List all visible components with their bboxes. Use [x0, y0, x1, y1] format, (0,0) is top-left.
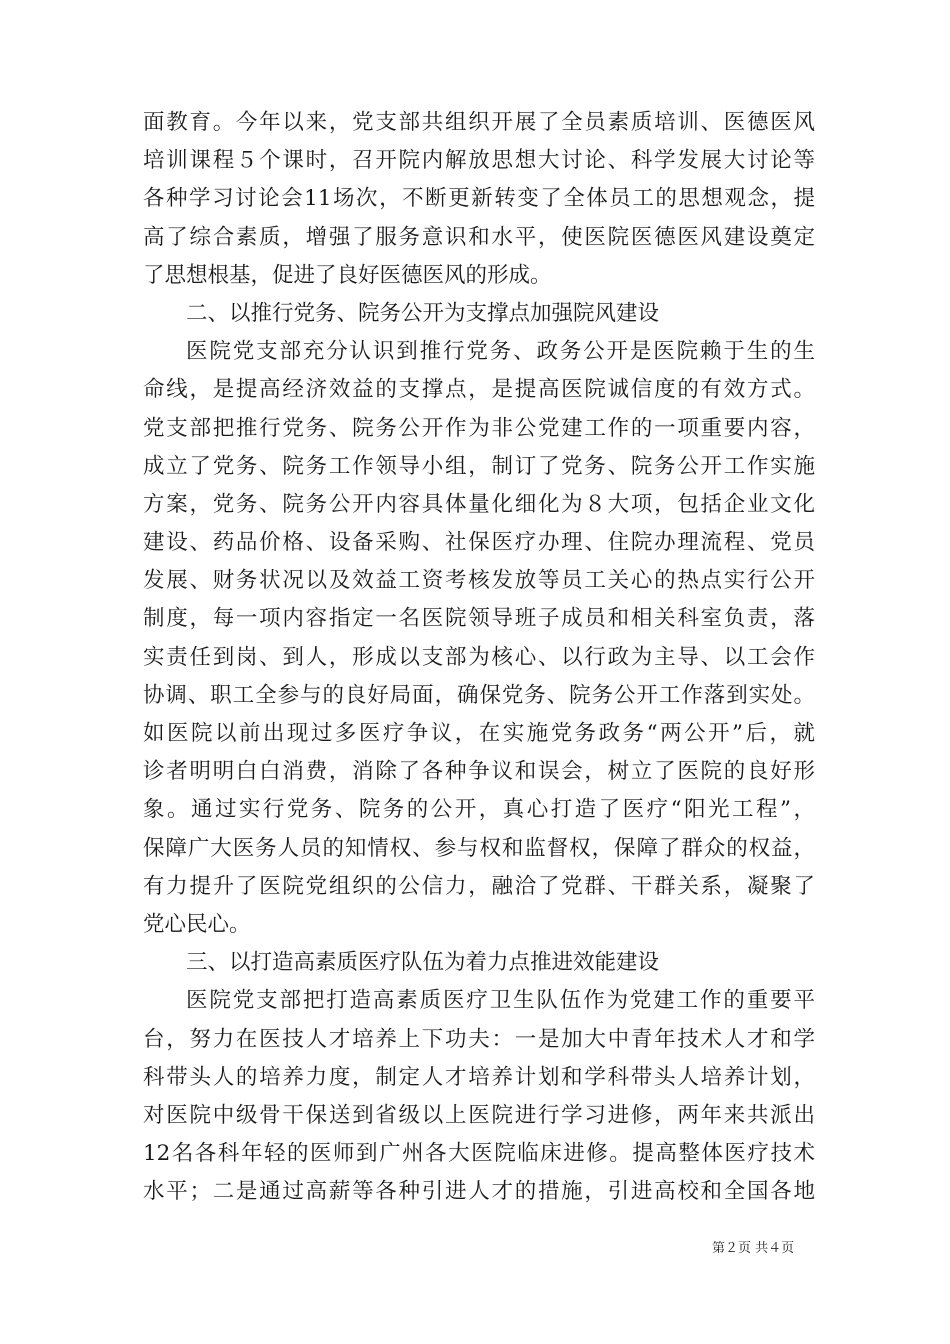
text-line: 医院党支部把打造高素质医疗卫生队伍作为党建工作的重要平: [186, 988, 815, 1014]
text-line: 医院党支部充分认识到推行党务、政务公开是医院赖于生的生: [186, 339, 815, 365]
text-line: 党支部把推行党务、院务公开作为非公党建工作的一项重要内容，: [143, 415, 815, 441]
text-line: 对医院中级骨干保送到省级以上医院进行学习进修，两年来共派出: [143, 1102, 815, 1128]
text-line: 协调、职工全参与的良好局面，确保党务、院务公开工作落到实处。: [143, 682, 815, 708]
text-line: 建设、药品价格、设备采购、社保医疗办理、住院办理流程、党员: [143, 530, 815, 556]
text-line: 面教育。今年以来，党支部共组织开展了全员素质培训、医德医风: [143, 110, 815, 135]
page-number: 第２页 共４页: [712, 1241, 795, 1256]
text-line: 保障广大医务人员的知情权、参与权和监督权，保障了群众的权益，: [143, 835, 815, 861]
text-line: 有力提升了医院党组织的公信力，融洽了党群、干群关系，凝聚了: [143, 873, 815, 899]
text-line: 实责任到岗、到人，形成以支部为核心、以行政为主导、以工会作: [143, 644, 815, 670]
text-line: 制度，每一项内容指定一名医院领导班子成员和相关科室负责，落: [143, 606, 815, 632]
text-line: 了思想根基，促进了良好医德医风的形成。: [143, 262, 552, 288]
text-line: 成立了党务、院务工作领导小组，制订了党务、院务公开工作实施: [143, 453, 815, 479]
section-heading: 二、以推行党务、院务公开为支撑点加强院风建设: [186, 300, 660, 326]
text-line: 科带头人的培养力度，制定人才培养计划和学科带头人培养计划，: [143, 1064, 815, 1090]
text-line: 12名各科年轻的医师到广州各大医院临床进修。提高整体医疗技术: [143, 1141, 815, 1167]
text-line: 水平；二是通过高薪等各种引进人才的措施，引进高校和全国各地: [143, 1179, 815, 1205]
text-line: 台，努力在医技人才培养上下功夫：一是加大中青年技术人才和学: [143, 1026, 815, 1052]
text-line: 方案，党务、院务公开内容具体量化细化为８大项，包括企业文化: [143, 491, 815, 517]
text-line: 高了综合素质，增强了服务意识和水平，使医院医德医风建设奠定: [143, 224, 815, 250]
text-line: 命线，是提高经济效益的支撑点，是提高医院诚信度的有效方式。: [143, 377, 815, 403]
text-line: 如医院以前出现过多医疗争议，在实施党务政务“两公开”后，就: [143, 721, 815, 746]
text-line: 党心民心。: [143, 911, 251, 937]
document-body: [143, 104, 815, 1211]
text-line: 象。通过实行党务、院务的公开，真心打造了医疗“阳光工程”，: [143, 797, 815, 823]
section-heading: 三、以打造高素质医疗队伍为着力点推进效能建设: [186, 950, 660, 976]
text-line: 各种学习讨论会11场次，不断更新转变了全体员工的思想观念，提: [143, 186, 815, 212]
text-line: 诊者明明白白消费，消除了各种争议和误会，树立了医院的良好形: [143, 759, 815, 785]
text-line: 培训课程５个课时，召开院内解放思想大讨论、科学发展大讨论等: [143, 148, 815, 174]
text-line: 发展、财务状况以及效益工资考核发放等员工关心的热点实行公开: [143, 568, 815, 594]
